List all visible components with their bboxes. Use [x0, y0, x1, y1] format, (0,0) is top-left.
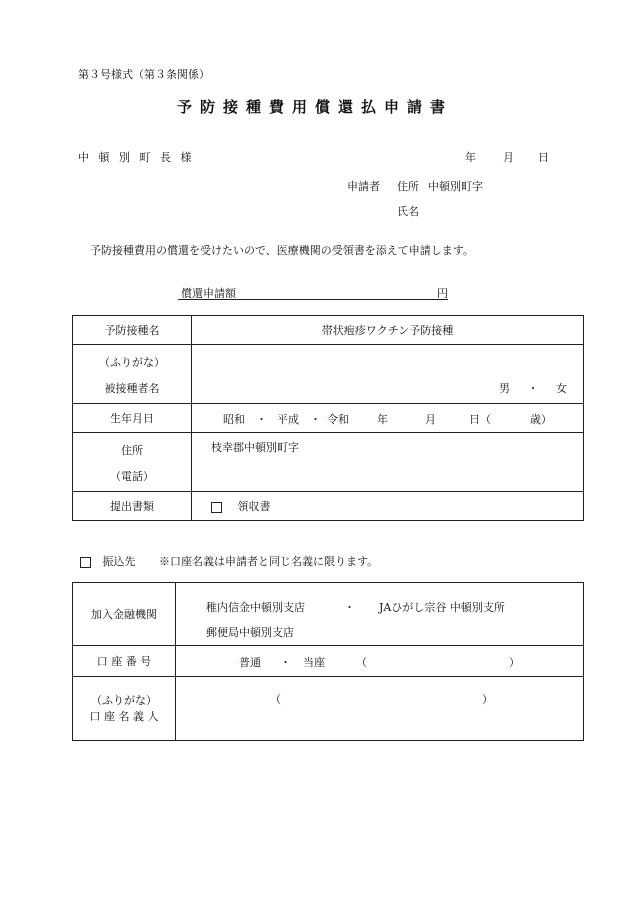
dob-label: 生年月日	[73, 404, 192, 433]
date-day: 日	[538, 151, 549, 164]
address-label: 住所	[121, 443, 143, 457]
account-type-futsu[interactable]: 普通	[239, 656, 261, 669]
era-sep-1: ・	[256, 413, 267, 426]
holder-furigana-label: （ふりがな）	[91, 693, 157, 707]
statement: 予防接種費用の償還を受けたいので、医療機関の受領書を添えて申請します。	[90, 244, 474, 257]
holder-label: 口 座 名 義 人	[89, 709, 159, 723]
page-title: 予防接種費用償還払申請書	[176, 98, 453, 116]
applicant-label: 申請者	[347, 180, 380, 193]
account-paren-close: ）	[509, 656, 520, 669]
era-showa[interactable]: 昭和	[223, 413, 245, 426]
bank-table	[72, 582, 584, 741]
account-number-label: 口 座 番 号	[73, 646, 176, 677]
dob-field[interactable]	[192, 404, 584, 433]
transfer-checkbox[interactable]	[80, 557, 91, 568]
era-heisei[interactable]: 平成	[277, 413, 299, 426]
bank-option-3[interactable]: 郵便局中頓別支店	[206, 626, 294, 639]
sex-male[interactable]: 男	[499, 382, 510, 395]
docs-label: 提出書類	[73, 492, 192, 521]
addressee: 中 頓 別 町 長 様	[78, 151, 195, 164]
dob-year: 年	[377, 413, 388, 426]
account-number-field[interactable]	[176, 646, 584, 677]
era-reiwa[interactable]: 令和	[327, 413, 349, 426]
bank-option-1[interactable]: 稚内信金中頓別支店	[206, 601, 305, 614]
docs-field[interactable]	[192, 492, 584, 521]
account-paren-open: （	[356, 656, 367, 669]
amount-label: 償還申請額	[181, 287, 236, 300]
dob-age: 歳）	[530, 413, 552, 426]
receipt-label: 領収書	[237, 500, 271, 513]
dob-day: 日（	[469, 413, 491, 426]
transfer-note: ※口座名義は申請者と同じ名義に限ります。	[159, 555, 379, 568]
bank-sep: ・	[344, 601, 355, 614]
recipient-label: 被接種者名	[104, 381, 160, 395]
bank-label: 加入金融機関	[73, 583, 176, 646]
bank-option-2[interactable]: JAひがし宗谷 中頓別支所	[379, 601, 505, 614]
applicant-address-value: 中頓別町字	[428, 180, 483, 193]
date-year: 年	[465, 151, 476, 164]
address-label-cell	[73, 433, 192, 492]
sex-options[interactable]	[499, 380, 567, 396]
dob-month: 月	[425, 413, 436, 426]
recipient-field[interactable]	[192, 345, 584, 404]
applicant-name-label: 氏名	[397, 205, 419, 218]
holder-label-cell	[73, 677, 176, 741]
account-type-touza[interactable]: 当座	[303, 656, 325, 669]
date-month: 月	[503, 151, 514, 164]
account-type-sep: ・	[280, 656, 291, 669]
vaccine-value: 帯状疱疹ワクチン予防接種	[192, 316, 584, 345]
amount-unit: 円	[437, 287, 448, 300]
phone-label: （電話）	[110, 469, 154, 483]
sex-female[interactable]: 女	[556, 382, 567, 395]
holder-field[interactable]	[176, 677, 584, 741]
address-value[interactable]: 枝幸郡中頓別町字	[192, 433, 584, 492]
furigana-label: （ふりがな）	[99, 355, 165, 369]
form-number: 第３号様式（第３条関係）	[78, 68, 210, 81]
applicant-table	[72, 315, 584, 521]
receipt-checkbox[interactable]	[211, 502, 222, 513]
recipient-label-cell	[73, 345, 192, 404]
bank-field[interactable]	[176, 583, 584, 646]
transfer-label: 振込先	[102, 555, 136, 568]
holder-paren-close: ）	[482, 693, 493, 706]
vaccine-label: 予防接種名	[73, 316, 192, 345]
amount-underline	[178, 299, 448, 300]
transfer-row	[80, 553, 378, 569]
era-sep-2: ・	[310, 413, 321, 426]
applicant-address-label: 住所	[397, 180, 419, 193]
holder-paren-open: （	[270, 693, 281, 706]
sex-separator: ・	[527, 382, 539, 395]
